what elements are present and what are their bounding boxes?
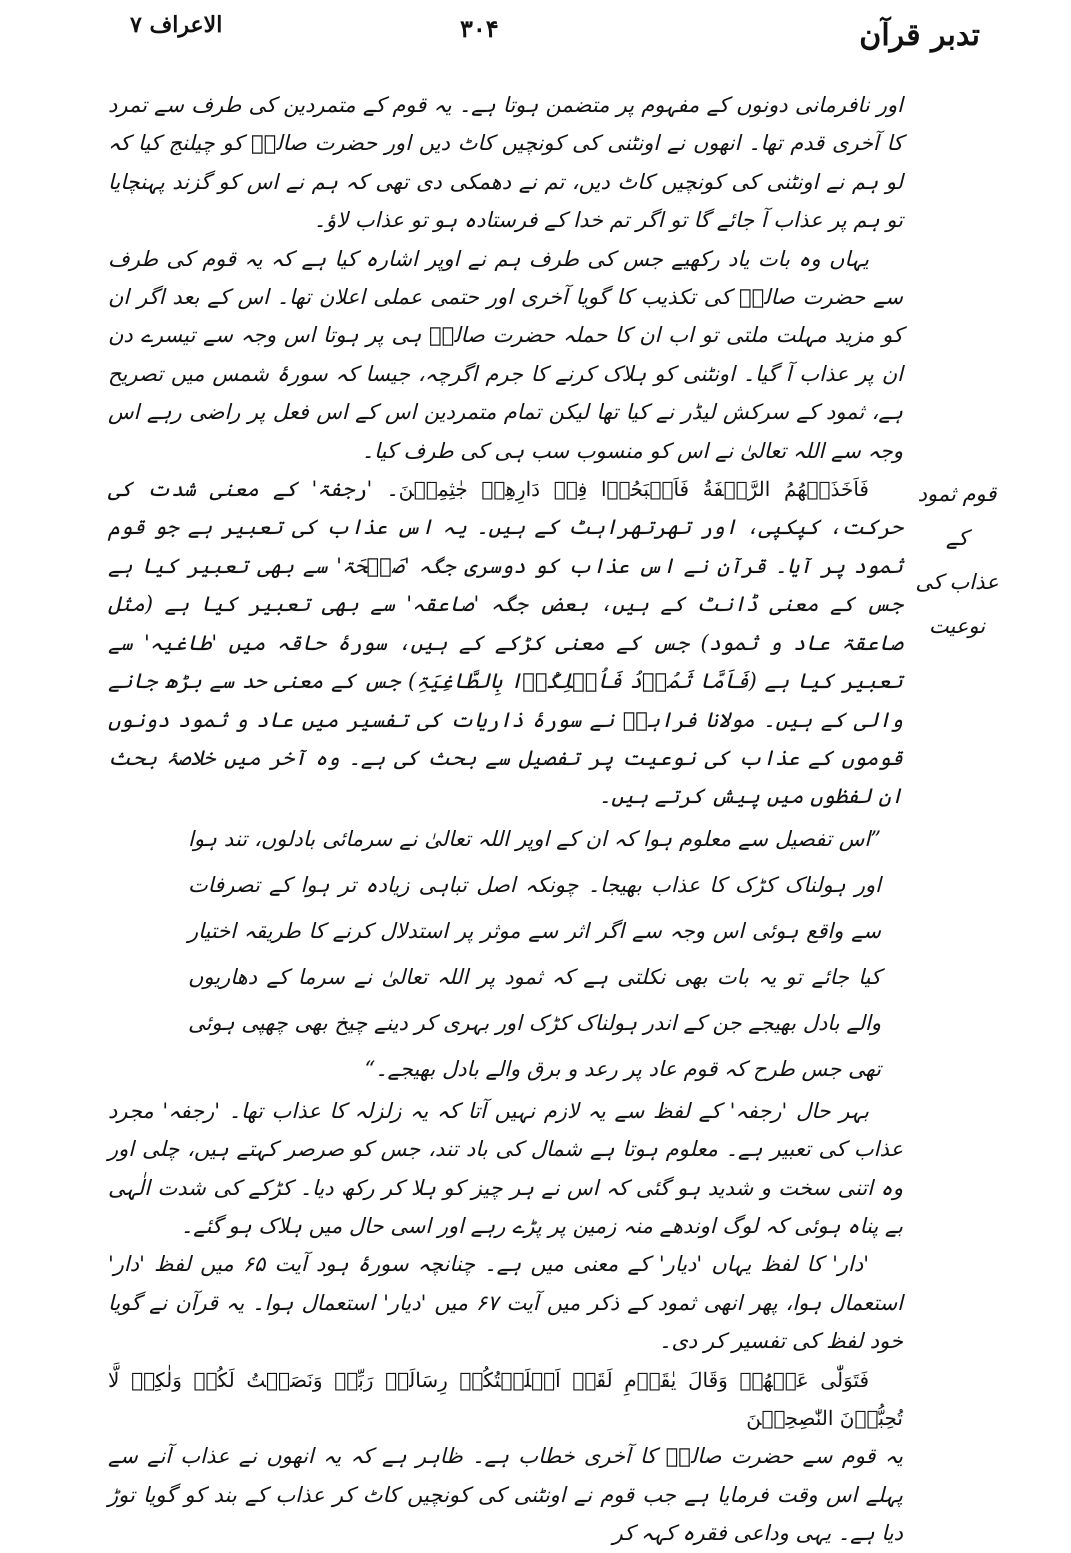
paragraph: اور نافرمانی دونوں کے مفہوم پر متضمن ہوتا ہے۔ یہ قوم کے متمردین کی طرف سے تمرد کا آخری قدم تھا۔ انھوں نے اونٹنی کی کونچیں کاٹ دیں اور حضرت صالحؑ کو چیلنج کیا کہ لو ہم نے اونٹنی کی کونچیں کاٹ دیں، تم نے دھمکی دی تھی کہ ہم نے اس کو گزند پہنچایا تو ہم پر عذاب آ جائے گا تو اگر تم خدا کے فرستادہ ہو تو عذاب لاؤ۔	[108, 93, 903, 233]
quran-verse: فَاَخَذَتۡهُمُ الرَّجۡفَةُ فَاَصۡبَحُوۡا فِیۡ دَارِهِمۡ جٰثِمِیۡنَ	[398, 477, 869, 502]
margin-note-line: نوعیت	[928, 614, 986, 638]
paragraph: یہاں وہ بات یاد رکھیے جس کی طرف ہم نے اوپر اشارہ کیا ہے کہ یہ قوم کی طرف سے حضرت صالحؑ کی تکذیب کا گویا آخری اور حتمی عملی اعلان تھا۔ اس کے بعد اگر ان کو مزید مہلت ملتی تو اب ان کا حملہ حضرت صالحؑ ہی پر ہوتا اس وجہ سے تیسرے دن ان پر عذاب آ گیا۔ اونٹنی کو ہلاک کرنے کا جرم اگرچہ، جیسا کہ سورۂ شمس میں تصریح ہے، ثمود کے سرکش لیڈر نے کیا تھا لیکن تمام متمردین اس کے اس فعل پر راضی رہے اس وجہ سے اللہ تعالیٰ نے اس کو منسوب سب ہی کی طرف کیا۔	[108, 246, 903, 463]
paragraph: یہ قوم سے حضرت صالحؑ کا آخری خطاب ہے۔ ظاہر ہے کہ یہ انھوں نے عذاب آنے سے پہلے اس وقت فرمایا ہے جب قوم نے اونٹنی کی کونچیں کاٹ کر عذاب کے بند کو گویا توڑ دیا ہے۔ یہی وداعی فقرہ کہہ کر	[108, 1444, 903, 1546]
paragraph: بہر حال 'رجفہ' کے لفظ سے یہ لازم نہیں آتا کہ یہ زلزلہ کا عذاب تھا۔ 'رجفہ' مجرد عذاب کی تعبیر ہے۔ معلوم ہوتا ہے شمال کی باد تند، جس کو صرصر کہتے ہیں، چلی اور وہ اتنی سخت و شدید ہو گئی کہ اس نے ہر چیز کو ہلا کر رکھ دیا۔ کڑکے کی شدت الٰہی بے پناہ ہوئی کہ لوگ اوندھے منہ زمین پر پڑے رہے اور اسی حال میں ہلاک ہو گئے۔	[108, 1098, 904, 1238]
book-title: تدبر قرآن	[859, 18, 980, 53]
paragraph-text: ۔ 'رجفۃ' کے معنی شدت کی حرکت، کپکپی، اور تھرتھراہٹ کے ہیں۔ یہ اس عذاب کی تعبیر ہے جو قوم ثمود پر آیا۔ قرآن نے اس عذاب کو دوسری جگہ 'صَیۡحَۃ' سے بھی تعبیر کیا ہے جس کے معنی ڈانٹ کے ہیں، بعض جگہ 'صاعقہ' سے بھی تعبیر کیا ہے (مثل صاعقۃ عاد و ثمود) جس کے معنی کڑکے کے ہیں، سورۂ حاقہ میں 'طاغیہ' سے تعبیر کیا ہے (فَاَمَّا ثَمُوۡدُ فَاُهۡلِکُوۡا بِالطَّاغِیَۃِ) جس کے معنی حد سے بڑھ جانے والی کے ہیں۔ مولانا فراہیؒ نے سورۂ ذاریات کی تفسیر میں عاد و ثمود دونوں قوموں کے عذاب کی نوعیت پر تفصیل سے بحث کی ہے۔ وہ آخر میں خلاصۂ بحث ان لفظوں میں پیش کرتے ہیں۔	[108, 477, 903, 809]
margin-note-line: قوم ثمود کے	[917, 482, 997, 550]
paragraph: 'دار' کا لفظ یہاں 'دیار' کے معنی میں ہے۔ چنانچہ سورۂ ہود آیت ۶۵ میں لفظ 'دار' استعمال ہوا، پھر انھی ثمود کے ذکر میں آیت ۶۷ میں 'دیار' استعمال ہوا۔ یہ قرآن نے گویا خود لفظ کی تفسیر کر دی۔	[108, 1252, 903, 1354]
paragraph	[108, 470, 903, 816]
page-number: ۳۰۴	[460, 14, 499, 43]
margin-note-line: عذاب کی	[915, 570, 999, 594]
block-quote: ”اس تفصیل سے معلوم ہوا کہ ان کے اوپر اللہ تعالیٰ نے سرمائی بادلوں، تند ہوا اور ہولناک کڑک کا عذاب بھیجا۔ چونکہ اصل تباہی زیادہ تر ہوا کے تصرفات سے واقع ہوئی اس وجہ سے اگر اثر سے موثر پر استدلال کرنے کا طریقہ اختیار کیا جائے تو یہ بات بھی نکلتی ہے کہ ثمود پر اللہ تعالیٰ نے سرما کے دھاریوں والے بادل بھیجے جن کے اندر ہولناک کڑک اور بہری کر دینے چیخ بھی چھپی ہوئی تھی جس طرح کہ قوم عاد پر رعد و برق والے بادل بھیجے۔“	[188, 826, 881, 1081]
margin-note	[912, 472, 1002, 648]
surah-name: الاعراف ۷	[130, 12, 223, 38]
page-header	[100, 12, 980, 52]
commentary-body	[108, 86, 903, 1553]
quran-verse: فَتَوَلّٰی عَنۡهُمۡ وَقَالَ یٰقَوۡمِ لَقَدۡ اَبۡلَغۡتُکُمۡ رِسَالَۃَ رَبِّیۡ وَنَصَحۡتُ لَکُمۡ وَلٰکِنۡ لَّا تُحِبُّوۡنَ النّٰصِحِیۡنَ	[108, 1367, 903, 1430]
